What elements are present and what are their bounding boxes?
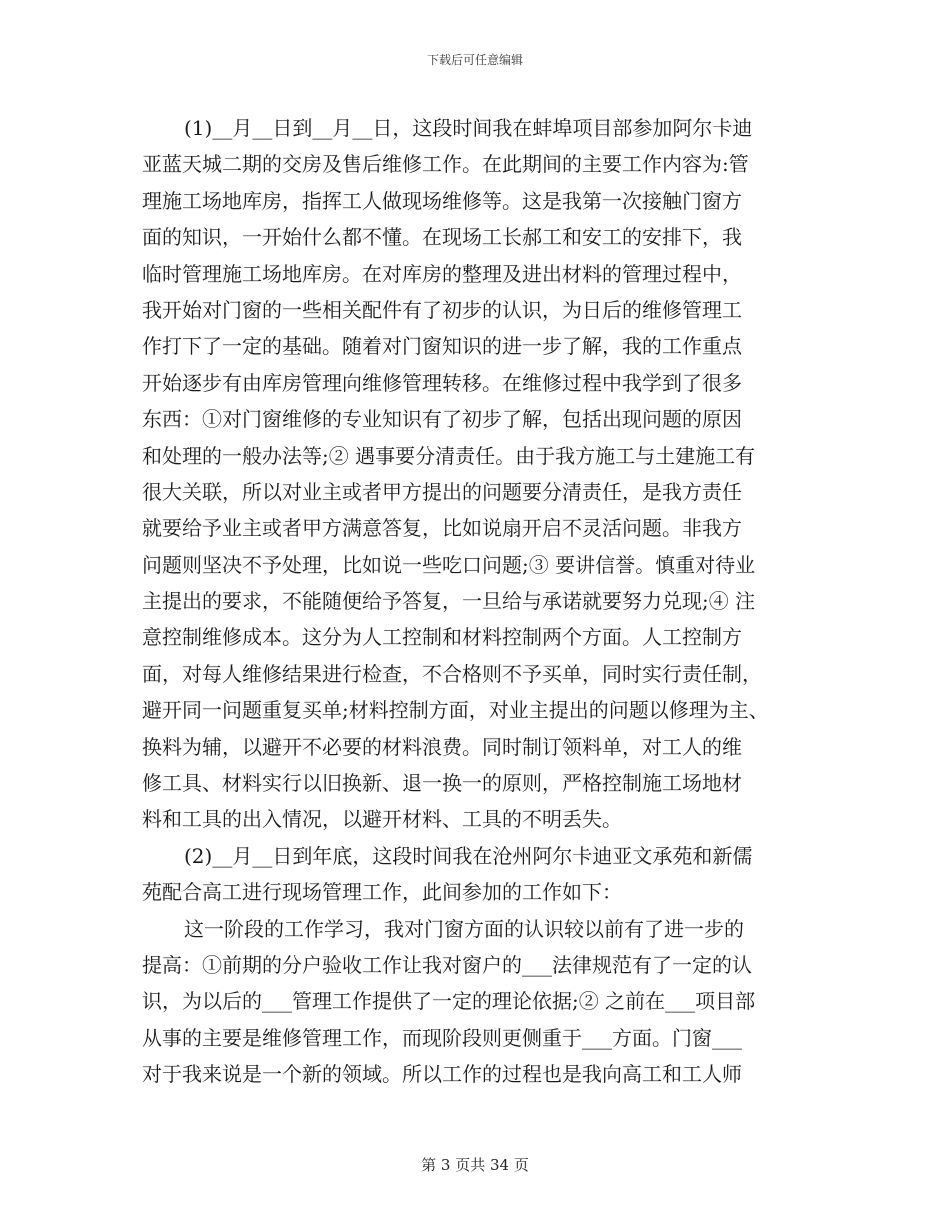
text-line: 主提出的要求，不能随便给予答复，一旦给与承诺就要努力兑现;④ 注 bbox=[142, 589, 756, 614]
text-line: 意控制维修成本。这分为人工控制和材料控制两个方面。人工控制方 bbox=[142, 625, 742, 650]
text-line: 我开始对门窗的一些相关配件有了初步的认识，为日后的维修管理工 bbox=[142, 297, 742, 322]
text-line: 面的知识，一开始什么都不懂。在现场工长郝工和安工的安排下，我 bbox=[142, 225, 742, 250]
text-line: 从事的主要是维修管理工作，而现阶段则更侧重于___方面。门窗___ bbox=[142, 1025, 742, 1050]
text-line: 就要给予业主或者甲方满意答复，比如说扇开启不灵活问题。非我方 bbox=[142, 516, 742, 541]
text-line: 提高：①前期的分户验收工作让我对窗户的___法律规范有了一定的认 bbox=[142, 952, 752, 977]
text-line: 面，对每人维修结果进行检查，不合格则不予买单，同时实行责任制， bbox=[142, 661, 762, 686]
text-line: 很大关联，所以对业主或者甲方提出的问题要分清责任，是我方责任 bbox=[142, 479, 742, 504]
text-line: (2)__月__日到年底，这段时间我在沧州阿尔卡迪亚文承苑和新儒 bbox=[184, 843, 753, 868]
page-header: 下载后可任意编辑 bbox=[426, 53, 523, 67]
text-line: 避开同一问题重复买单;材料控制方面，对业主提出的问题以修理为主、 bbox=[142, 698, 769, 723]
text-line: 问题则坚决不予处理，比如说一些吃口问题;③ 要讲信誉。慎重对待业 bbox=[142, 552, 756, 577]
document-body bbox=[142, 110, 814, 1093]
text-line: 料和工具的出入情况，以避开材料、工具的不明丢失。 bbox=[142, 807, 622, 832]
text-line: 识，为以后的___管理工作提供了一定的理论依据;② 之前在___项目部 bbox=[142, 989, 756, 1014]
text-line: 这一阶段的工作学习，我对门窗方面的认识较以前有了进一步的 bbox=[184, 916, 744, 941]
text-line: 作打下了一定的基础。随着对门窗知识的进一步了解，我的工作重点 bbox=[142, 334, 742, 359]
text-line: 开始逐步有由库房管理向维修管理转移。在维修过程中我学到了很多 bbox=[142, 370, 742, 395]
text-line: 苑配合高工进行现场管理工作，此间参加的工作如下： bbox=[142, 880, 622, 905]
text-line: (1)__月__日到__月__日，这段时间我在蚌埠项目部参加阿尔卡迪 bbox=[184, 116, 753, 140]
text-line: 东西：①对门窗维修的专业知识有了初步了解，包括出现问题的原因 bbox=[142, 407, 742, 432]
text-line: 修工具、材料实行以旧换新、退一换一的原则，严格控制施工场地材 bbox=[142, 771, 742, 796]
page-number: 第 3 页共 34 页 bbox=[421, 1156, 529, 1174]
text-line: 换料为辅，以避开不必要的材料浪费。同时制订领料单，对工人的维 bbox=[142, 734, 742, 759]
text-line: 对于我来说是一个新的领域。所以工作的过程也是我向高工和工人师 bbox=[142, 1062, 742, 1087]
text-line: 理施工场地库房，指挥工人做现场维修等。这是我第一次接触门窗方 bbox=[142, 188, 742, 213]
text-line: 临时管理施工场地库房。在对库房的整理及进出材料的管理过程中， bbox=[142, 261, 742, 286]
text-line: 和处理的一般办法等;② 遇事要分清责任。由于我方施工与土建施工有 bbox=[142, 443, 756, 468]
text-line: 亚蓝天城二期的交房及售后维修工作。在此期间的主要工作内容为:管 bbox=[142, 152, 749, 177]
